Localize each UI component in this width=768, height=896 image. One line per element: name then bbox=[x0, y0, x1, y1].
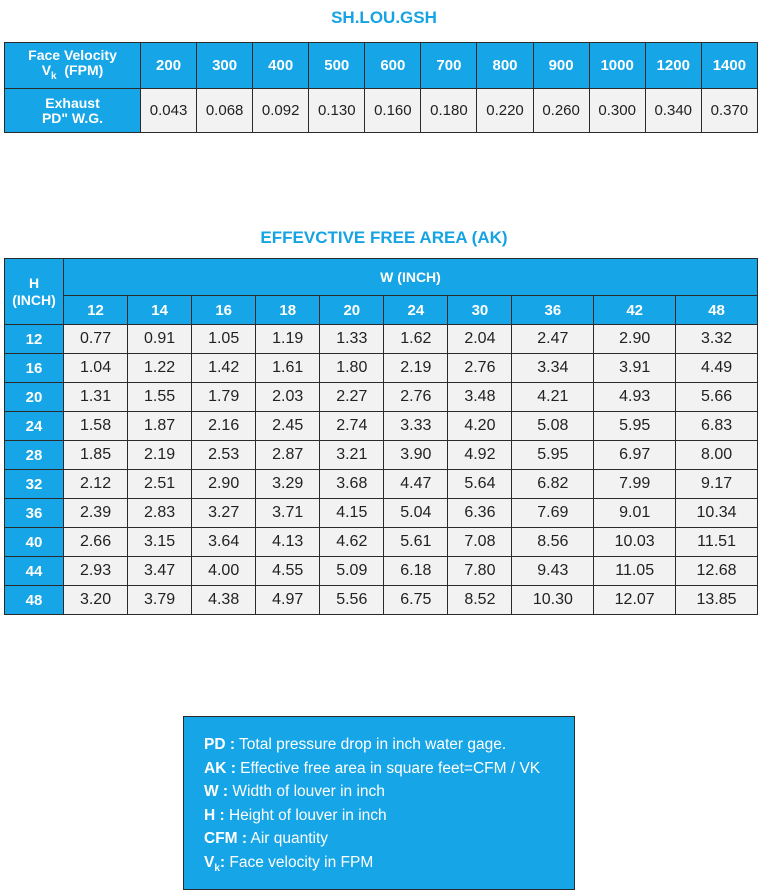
free-area-cell: 1.80 bbox=[320, 354, 384, 383]
exhaust-pd-value: 0.260 bbox=[533, 89, 589, 133]
free-area-cell: 5.95 bbox=[594, 412, 676, 441]
legend-item bbox=[204, 757, 574, 781]
legend-key: H : bbox=[204, 806, 225, 824]
free-area-cell: 2.39 bbox=[64, 499, 128, 528]
exhaust-pd-value: 0.340 bbox=[645, 89, 701, 133]
table-title-free-area: EFFEVCTIVE FREE AREA (AK) bbox=[260, 228, 508, 247]
free-area-cell: 5.64 bbox=[448, 470, 512, 499]
free-area-cell: 6.82 bbox=[512, 470, 594, 499]
table-title-model: SH.LOU.GSH bbox=[331, 8, 437, 27]
legend-key: AK : bbox=[204, 759, 236, 777]
exhaust-pd-value: 0.092 bbox=[253, 89, 309, 133]
legend-item bbox=[204, 733, 574, 757]
table-row bbox=[5, 586, 758, 615]
free-area-cell: 6.75 bbox=[384, 586, 448, 615]
height-row-header: 48 bbox=[5, 586, 64, 615]
width-column-header: 20 bbox=[320, 296, 384, 325]
exhaust-pd-label-line1: Exhaust bbox=[45, 94, 100, 111]
exhaust-pd-value: 0.300 bbox=[589, 89, 645, 133]
free-area-cell: 7.08 bbox=[448, 528, 512, 557]
width-column-header: 42 bbox=[594, 296, 676, 325]
height-row-header: 24 bbox=[5, 412, 64, 441]
face-velocity-value: 1200 bbox=[645, 43, 701, 89]
free-area-cell: 2.90 bbox=[594, 325, 676, 354]
table-row bbox=[5, 354, 758, 383]
free-area-cell: 1.62 bbox=[384, 325, 448, 354]
exhaust-pd-label bbox=[5, 89, 141, 133]
table-row bbox=[5, 412, 758, 441]
free-area-cell: 2.47 bbox=[512, 325, 594, 354]
legend-item bbox=[204, 851, 574, 881]
legend-text: Height of louver in inch bbox=[224, 806, 387, 824]
height-row-header: 44 bbox=[5, 557, 64, 586]
free-area-cell: 2.53 bbox=[192, 441, 256, 470]
face-velocity-label-line1: Face Velocity bbox=[28, 46, 117, 63]
free-area-cell: 4.47 bbox=[384, 470, 448, 499]
table-row bbox=[5, 557, 758, 586]
face-velocity-symbol-sub: k bbox=[51, 70, 57, 82]
free-area-cell: 3.64 bbox=[192, 528, 256, 557]
free-area-cell: 9.43 bbox=[512, 557, 594, 586]
free-area-cell: 6.83 bbox=[676, 412, 758, 441]
free-area-cell: 2.19 bbox=[128, 441, 192, 470]
free-area-cell: 5.08 bbox=[512, 412, 594, 441]
free-area-cell: 4.62 bbox=[320, 528, 384, 557]
face-velocity-value: 500 bbox=[309, 43, 365, 89]
height-row-header: 28 bbox=[5, 441, 64, 470]
face-velocity-symbol: V bbox=[41, 61, 52, 78]
free-area-cell: 4.38 bbox=[192, 586, 256, 615]
width-column-header: 14 bbox=[128, 296, 192, 325]
face-velocity-value: 800 bbox=[477, 43, 533, 89]
free-area-cell: 3.48 bbox=[448, 383, 512, 412]
free-area-cell: 3.90 bbox=[384, 441, 448, 470]
free-area-cell: 5.09 bbox=[320, 557, 384, 586]
height-header-line2: (INCH) bbox=[12, 291, 56, 308]
free-area-cell: 1.33 bbox=[320, 325, 384, 354]
width-header: W (INCH) bbox=[64, 259, 758, 296]
width-column-header: 12 bbox=[64, 296, 128, 325]
free-area-cell: 3.21 bbox=[320, 441, 384, 470]
free-area-cell: 2.90 bbox=[192, 470, 256, 499]
exhaust-pd-value: 0.180 bbox=[421, 89, 477, 133]
face-velocity-value: 600 bbox=[365, 43, 421, 89]
face-velocity-value: 300 bbox=[197, 43, 253, 89]
width-title-row bbox=[5, 259, 758, 296]
table-row bbox=[5, 441, 758, 470]
free-area-cell: 4.13 bbox=[256, 528, 320, 557]
legend-key: W : bbox=[204, 783, 229, 800]
legend-item bbox=[204, 827, 574, 851]
free-area-cell: 4.21 bbox=[512, 383, 594, 412]
legend-text: Effective free area in square feet=CFM / VK bbox=[235, 759, 541, 777]
height-row-header: 20 bbox=[5, 383, 64, 412]
free-area-cell: 2.27 bbox=[320, 383, 384, 412]
free-area-cell: 8.56 bbox=[512, 528, 594, 557]
table-row bbox=[5, 528, 758, 557]
free-area-cell: 1.19 bbox=[256, 325, 320, 354]
free-area-cell: 6.97 bbox=[594, 441, 676, 470]
free-area-cell: 1.87 bbox=[128, 412, 192, 441]
free-area-cell: 0.77 bbox=[64, 325, 128, 354]
free-area-cell: 4.55 bbox=[256, 557, 320, 586]
height-row-header: 16 bbox=[5, 354, 64, 383]
legend-key-sub: k bbox=[214, 862, 220, 874]
exhaust-pd-value: 0.130 bbox=[309, 89, 365, 133]
free-area-cell: 5.04 bbox=[384, 499, 448, 528]
free-area-cell: 2.74 bbox=[320, 412, 384, 441]
table-row bbox=[5, 325, 758, 354]
free-area-cell: 3.34 bbox=[512, 354, 594, 383]
free-area-cell: 6.36 bbox=[448, 499, 512, 528]
free-area-cell: 1.55 bbox=[128, 383, 192, 412]
legend-item bbox=[204, 804, 574, 828]
free-area-cell: 3.33 bbox=[384, 412, 448, 441]
free-area-cell: 11.51 bbox=[676, 528, 758, 557]
free-area-cell: 2.66 bbox=[64, 528, 128, 557]
free-area-cell: 1.05 bbox=[192, 325, 256, 354]
legend-key: PD : bbox=[204, 736, 235, 753]
legend-key: CFM : bbox=[204, 830, 248, 847]
height-row-header: 36 bbox=[5, 499, 64, 528]
legend-key-colon: : bbox=[219, 853, 226, 871]
free-area-cell: 3.20 bbox=[64, 586, 128, 615]
face-velocity-value: 1000 bbox=[589, 43, 645, 89]
exhaust-pd-value: 0.370 bbox=[701, 89, 757, 133]
free-area-cell: 10.30 bbox=[512, 586, 594, 615]
face-velocity-value: 700 bbox=[421, 43, 477, 89]
free-area-cell: 4.93 bbox=[594, 383, 676, 412]
free-area-cell: 2.76 bbox=[384, 383, 448, 412]
free-area-cell: 3.15 bbox=[128, 528, 192, 557]
face-velocity-unit: (FPM) bbox=[64, 61, 104, 78]
width-values-row bbox=[5, 296, 758, 325]
face-velocity-value: 900 bbox=[533, 43, 589, 89]
legend-items bbox=[204, 733, 574, 851]
free-area-cell: 9.17 bbox=[676, 470, 758, 499]
exhaust-pd-value: 0.220 bbox=[477, 89, 533, 133]
free-area-cell: 4.20 bbox=[448, 412, 512, 441]
free-area-cell: 2.93 bbox=[64, 557, 128, 586]
free-area-body bbox=[5, 325, 758, 615]
free-area-cell: 1.22 bbox=[128, 354, 192, 383]
free-area-cell: 13.85 bbox=[676, 586, 758, 615]
free-area-table bbox=[4, 258, 758, 615]
free-area-cell: 7.99 bbox=[594, 470, 676, 499]
free-area-cell: 3.32 bbox=[676, 325, 758, 354]
free-area-cell: 3.71 bbox=[256, 499, 320, 528]
width-column-header: 24 bbox=[384, 296, 448, 325]
height-row-header: 40 bbox=[5, 528, 64, 557]
free-area-cell: 0.91 bbox=[128, 325, 192, 354]
free-area-cell: 4.15 bbox=[320, 499, 384, 528]
height-row-header: 32 bbox=[5, 470, 64, 499]
height-row-header: 12 bbox=[5, 325, 64, 354]
free-area-cell: 6.18 bbox=[384, 557, 448, 586]
free-area-cell: 1.58 bbox=[64, 412, 128, 441]
free-area-cell: 2.51 bbox=[128, 470, 192, 499]
free-area-cell: 2.19 bbox=[384, 354, 448, 383]
free-area-cell: 1.42 bbox=[192, 354, 256, 383]
free-area-cell: 10.34 bbox=[676, 499, 758, 528]
free-area-cell: 1.04 bbox=[64, 354, 128, 383]
legend-box bbox=[183, 716, 575, 890]
free-area-cell: 2.16 bbox=[192, 412, 256, 441]
legend-key-symbol: V bbox=[204, 853, 215, 871]
legend-text: Face velocity in FPM bbox=[225, 853, 374, 871]
free-area-cell: 7.80 bbox=[448, 557, 512, 586]
free-area-cell: 7.69 bbox=[512, 499, 594, 528]
width-column-header: 30 bbox=[448, 296, 512, 325]
table-row bbox=[5, 383, 758, 412]
free-area-cell: 5.95 bbox=[512, 441, 594, 470]
free-area-cell: 2.04 bbox=[448, 325, 512, 354]
legend-text: Air quantity bbox=[247, 830, 329, 847]
free-area-cell: 1.61 bbox=[256, 354, 320, 383]
face-velocity-row bbox=[5, 43, 758, 89]
free-area-cell: 3.47 bbox=[128, 557, 192, 586]
exhaust-pd-value: 0.043 bbox=[141, 89, 197, 133]
exhaust-pd-value: 0.068 bbox=[197, 89, 253, 133]
free-area-cell: 8.52 bbox=[448, 586, 512, 615]
free-area-cell: 5.56 bbox=[320, 586, 384, 615]
free-area-cell: 3.27 bbox=[192, 499, 256, 528]
free-area-cell: 4.97 bbox=[256, 586, 320, 615]
free-area-cell: 4.00 bbox=[192, 557, 256, 586]
table-row bbox=[5, 470, 758, 499]
free-area-cell: 4.92 bbox=[448, 441, 512, 470]
height-column-header bbox=[5, 259, 64, 325]
free-area-cell: 3.68 bbox=[320, 470, 384, 499]
free-area-cell: 1.85 bbox=[64, 441, 128, 470]
free-area-cell: 5.66 bbox=[676, 383, 758, 412]
exhaust-pd-label-line2: PD" W.G. bbox=[41, 109, 104, 126]
free-area-cell: 4.49 bbox=[676, 354, 758, 383]
free-area-cell: 11.05 bbox=[594, 557, 676, 586]
free-area-cell: 5.61 bbox=[384, 528, 448, 557]
free-area-cell: 2.03 bbox=[256, 383, 320, 412]
width-column-header: 48 bbox=[676, 296, 758, 325]
free-area-cell: 1.79 bbox=[192, 383, 256, 412]
face-velocity-value: 400 bbox=[253, 43, 309, 89]
free-area-cell: 2.83 bbox=[128, 499, 192, 528]
exhaust-pd-row bbox=[5, 89, 758, 133]
exhaust-pd-value: 0.160 bbox=[365, 89, 421, 133]
face-velocity-label bbox=[5, 43, 141, 89]
free-area-cell: 3.29 bbox=[256, 470, 320, 499]
face-velocity-value: 200 bbox=[141, 43, 197, 89]
free-area-cell: 2.76 bbox=[448, 354, 512, 383]
free-area-cell: 3.91 bbox=[594, 354, 676, 383]
free-area-cell: 2.45 bbox=[256, 412, 320, 441]
free-area-cell: 2.87 bbox=[256, 441, 320, 470]
width-column-header: 36 bbox=[512, 296, 594, 325]
height-header-line1: H bbox=[28, 274, 40, 291]
free-area-cell: 12.07 bbox=[594, 586, 676, 615]
width-column-header: 18 bbox=[256, 296, 320, 325]
free-area-cell: 9.01 bbox=[594, 499, 676, 528]
free-area-cell: 10.03 bbox=[594, 528, 676, 557]
face-velocity-value: 1400 bbox=[701, 43, 757, 89]
free-area-cell: 12.68 bbox=[676, 557, 758, 586]
legend-key bbox=[204, 853, 226, 874]
free-area-cell: 2.12 bbox=[64, 470, 128, 499]
free-area-cell: 1.31 bbox=[64, 383, 128, 412]
legend-item bbox=[204, 780, 574, 804]
face-velocity-table bbox=[4, 42, 758, 133]
free-area-cell: 8.00 bbox=[676, 441, 758, 470]
legend-text: Total pressure drop in inch water gage. bbox=[235, 736, 507, 753]
table-row bbox=[5, 499, 758, 528]
width-column-header: 16 bbox=[192, 296, 256, 325]
free-area-cell: 3.79 bbox=[128, 586, 192, 615]
legend-text: Width of louver in inch bbox=[228, 783, 385, 800]
